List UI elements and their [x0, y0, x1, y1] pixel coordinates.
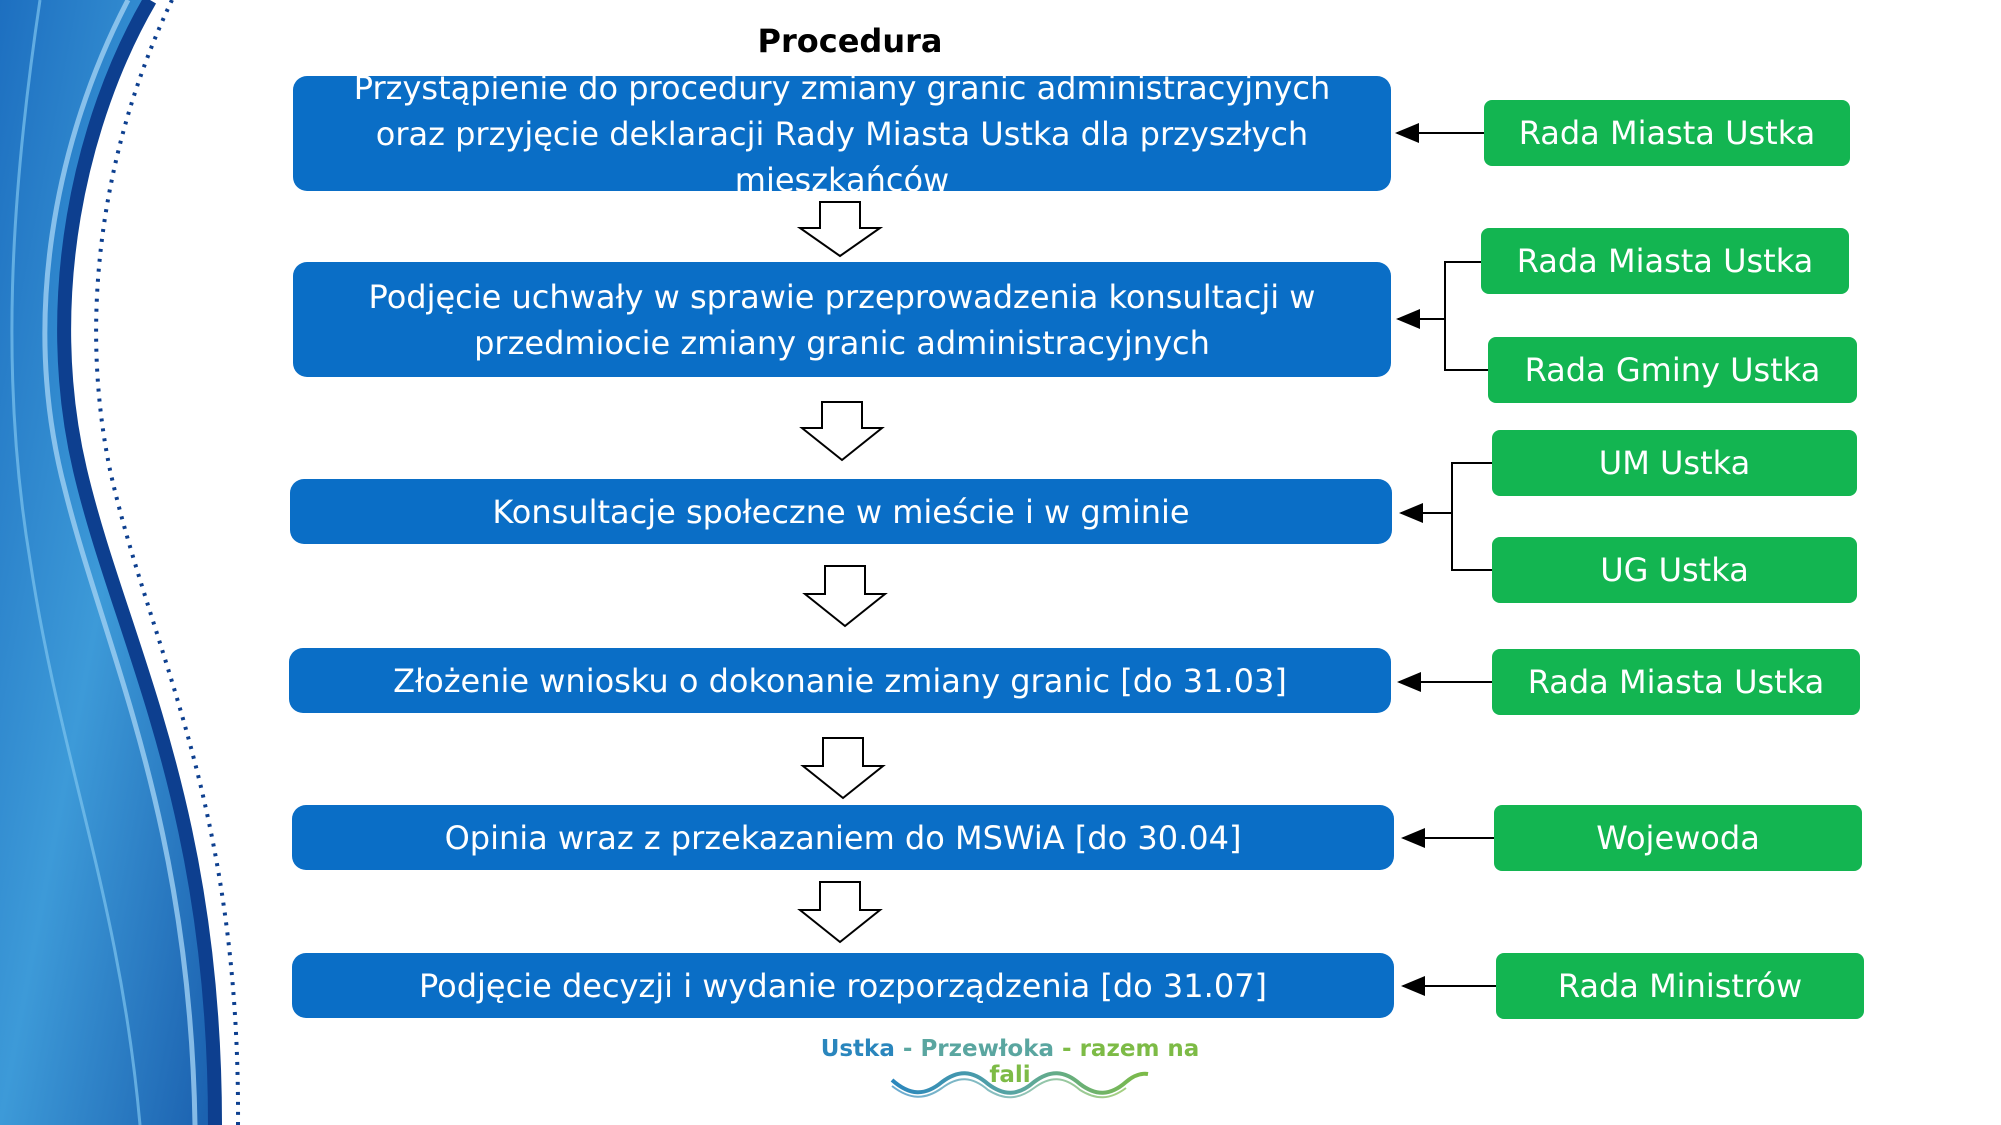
page-title: Procedura	[757, 22, 943, 60]
down-arrow-icon	[800, 202, 880, 256]
step-box	[292, 805, 1394, 870]
down-arrow-icon	[803, 738, 883, 798]
actor-box	[1481, 228, 1849, 294]
step-label: Opinia wraz z przekazaniem do MSWiA [do 30.04]	[444, 818, 1242, 857]
step-box	[289, 648, 1391, 713]
step-box	[293, 262, 1391, 377]
step-label: Przystąpienie do procedury zmiany granic administracyjnych oraz przyjęcie deklaracji Rady Miasta Ustka dla przyszłych mieszkańców	[353, 68, 1331, 199]
down-arrow-icon	[802, 402, 882, 460]
actor-label: Rada Miasta Ustka	[1527, 663, 1825, 701]
actor-label: Wojewoda	[1596, 819, 1760, 857]
step-box	[293, 68, 1391, 199]
down-arrow-icon	[805, 566, 885, 626]
actor-box	[1492, 649, 1860, 715]
actor-label: UG Ustka	[1600, 551, 1749, 589]
footer-separator: -	[1054, 1036, 1080, 1062]
step-label: Podjęcie decyzji i wydanie rozporządzenia [do 31.07]	[418, 966, 1268, 1005]
step-label: Konsultacje społeczne w mieście i w gminie	[492, 492, 1190, 531]
step-box	[290, 479, 1392, 544]
actor-label: Rada Ministrów	[1557, 967, 1803, 1005]
actor-box	[1492, 537, 1857, 603]
footer-part-przewloka: Przewłoka	[920, 1036, 1055, 1062]
actor-box	[1492, 430, 1857, 496]
actor-box	[1496, 953, 1864, 1019]
step-label: Złożenie wniosku o dokonanie zmiany granic [do 31.03]	[393, 661, 1287, 700]
footer-separator: -	[894, 1036, 921, 1062]
actor-box	[1484, 100, 1850, 166]
step-label: Podjęcie uchwały w sprawie przeprowadzenia konsultacji w przedmiocie zmiany granic administracyjnych	[368, 277, 1316, 362]
wave-logo-icon	[890, 1070, 1150, 1100]
actor-label: UM Ustka	[1598, 444, 1751, 482]
step-box	[292, 953, 1394, 1018]
actor-label: Rada Miasta Ustka	[1516, 242, 1814, 280]
actor-label: Rada Miasta Ustka	[1518, 114, 1816, 152]
actor-box	[1494, 805, 1862, 871]
actor-label: Rada Gminy Ustka	[1524, 351, 1821, 389]
footer-part-razem: razem na fali	[989, 1036, 1200, 1088]
down-arrow-icon	[800, 882, 880, 942]
footer-part-ustka: Ustka	[820, 1036, 895, 1062]
actor-box	[1488, 337, 1857, 403]
